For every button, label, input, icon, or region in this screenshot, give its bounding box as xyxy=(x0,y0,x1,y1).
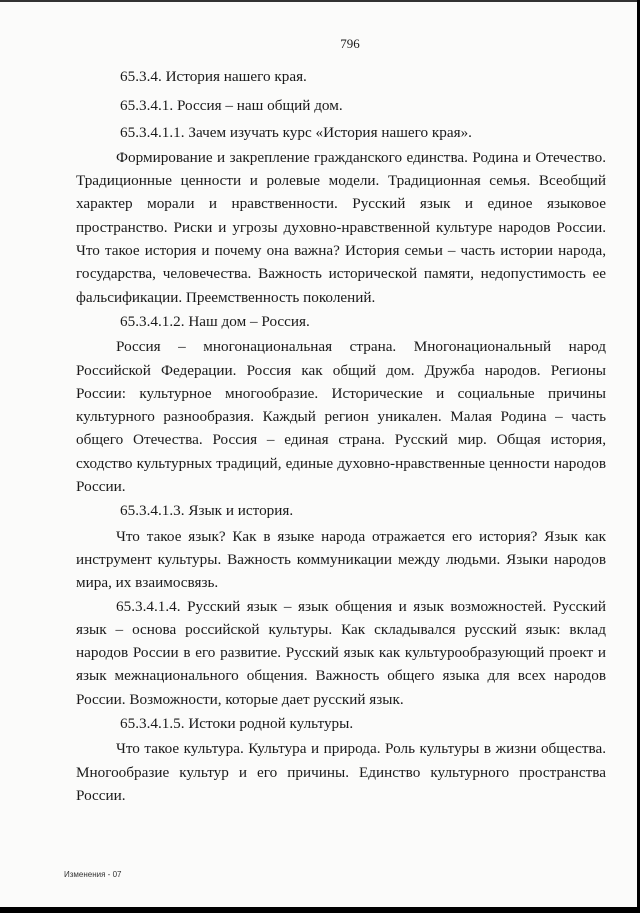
section-heading-65-3-4-1-5: 65.3.4.1.5. Истоки родной культуры. xyxy=(120,715,354,733)
section-heading-65-3-4-1-1: 65.3.4.1.1. Зачем изучать курс «История нашего края». xyxy=(120,123,472,141)
scan-edge-top xyxy=(0,0,640,2)
section-heading-65-3-4-1-2: 65.3.4.1.2. Наш дом – Россия. xyxy=(120,312,310,330)
paragraph-3: Что такое язык? Как в языке народа отражается его история? Язык как инструмент культуры. Важность коммуникации между людьми. Языки народов мира, их взаимосвязь. xyxy=(76,527,606,592)
page-number: 796 xyxy=(340,36,360,51)
footer-revision: Изменения - 07 xyxy=(64,870,122,879)
scan-edge-bottom xyxy=(0,907,640,913)
paragraph-4: Что такое культура. Культура и природа. Роль культуры в жизни общества. Многообразие культур и его причины. Единство культурного пространства России. xyxy=(76,740,606,804)
section-heading-65-3-4-1-4: 65.3.4.1.4. Русский язык – язык общения и язык возможностей. Русский язык – основа российской культуры. Как складывался русский язык: вклад народов России в его развитие. Русский язык как культурообразующий проект и язык межнационального общения. Важность общего языка для всех народов России. Возможности, которые дает русский язык. xyxy=(76,597,606,708)
paragraph-1: Формирование и закрепление гражданского единства. Родина и Отечество. Традиционные ценности и ролевые модели. Традиционная семья. Всеобщий характер морали и нравственности. Русский язык и единое языковое пространство. Риски и угрозы духовно-нравственной культуре народов России. Что такое история и почему она важна? История семьи – часть истории народа, государства, человечества. Важность исторической памяти, недопустимость ее фальсификации. Преемственность поколений. xyxy=(76,148,606,306)
section-heading-65-3-4-1-3: 65.3.4.1.3. Язык и история. xyxy=(120,502,294,520)
paragraph-2: Россия – многонациональная страна. Многонациональный народ Российской Федерации. Россия как общий дом. Дружба народов. Регионы России: культурное многообразие. Исторические и социальные причины культурного разнообразия. Каждый регион уникален. Малая Родина – часть общего Отечества. Россия – единая страна. Русский мир. Общая история, сходство культурных традиций, единые духовно-нравственные ценности народов России. xyxy=(76,338,606,496)
document-body xyxy=(76,64,606,807)
section-heading-65-3-4: 65.3.4. История нашего края. xyxy=(120,68,307,85)
section-heading-65-3-4-1: 65.3.4.1. Россия – наш общий дом. xyxy=(120,97,343,115)
